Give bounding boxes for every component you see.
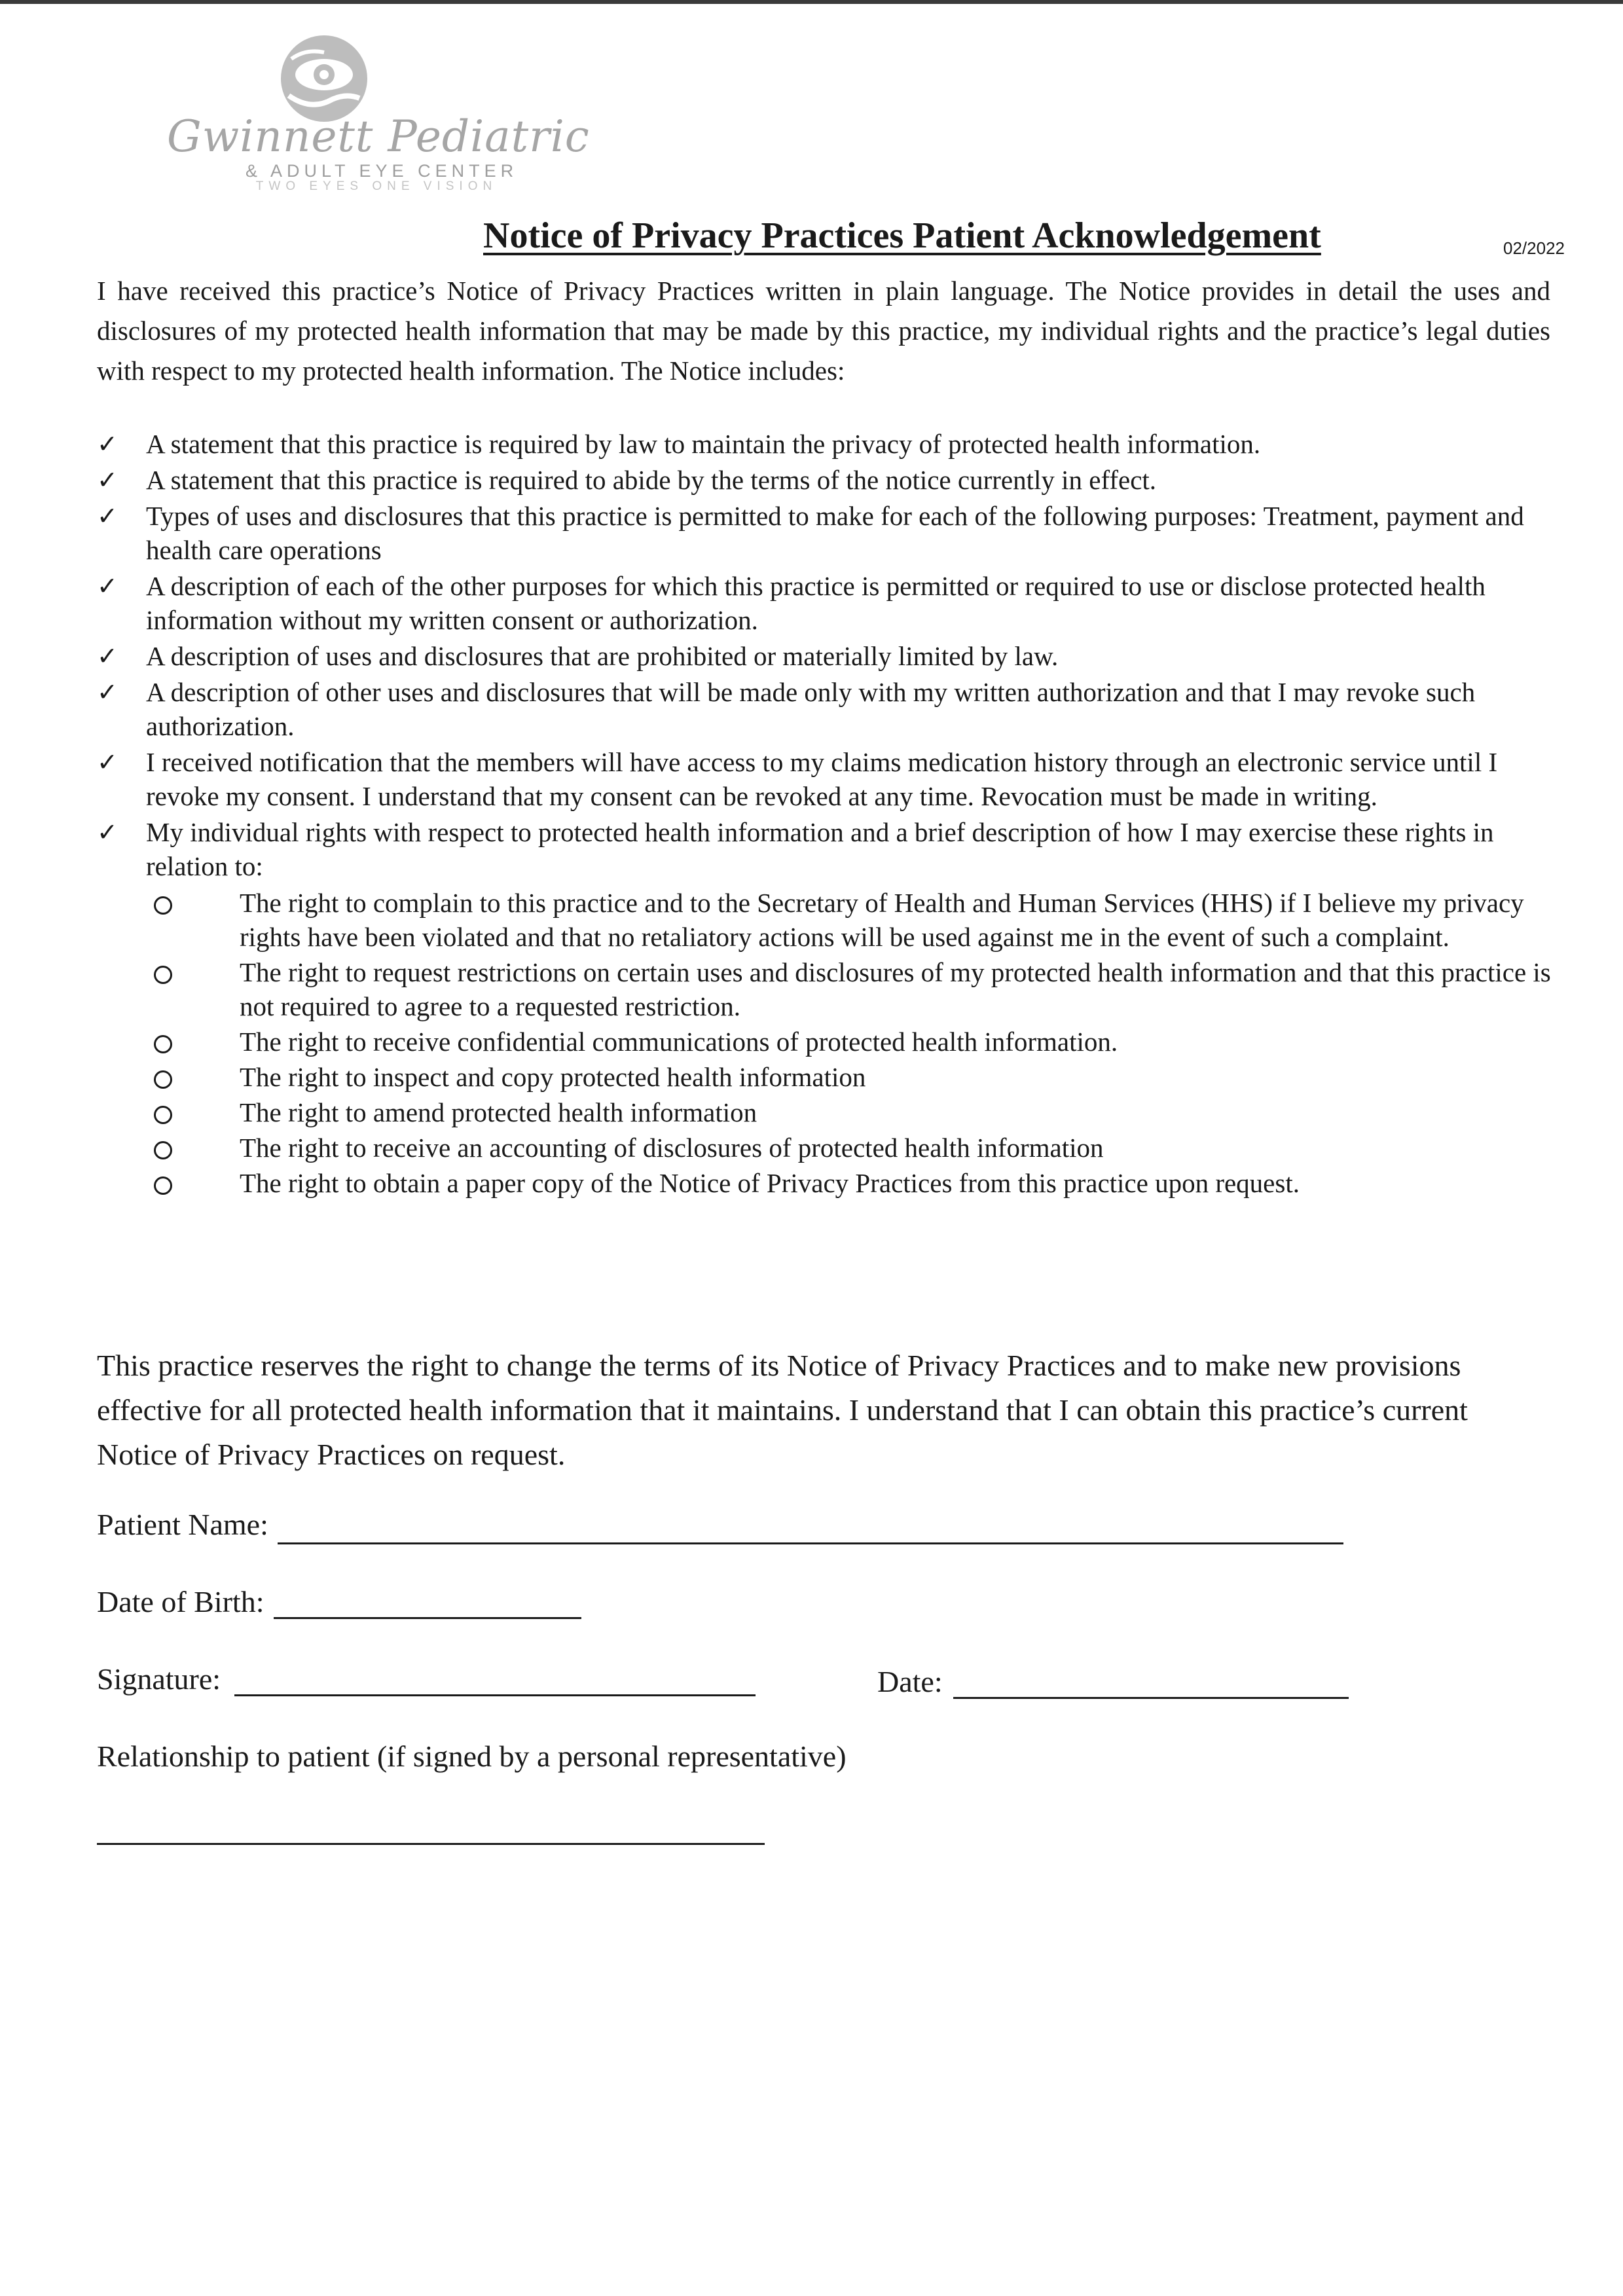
list-item	[97, 427, 1577, 461]
rights-item	[146, 1131, 1577, 1165]
rights-item-text: The right to complain to this practice and to the Secretary of Health and Human Services (HHS) if I believe my privacy rights have been violated and that no retaliatory actions will be used against me in the event of such a complaint.	[240, 888, 1524, 952]
rights-item-text: The right to inspect and copy protected health information	[240, 1062, 866, 1092]
rights-item	[146, 1095, 1577, 1129]
checkmark-icon: ✓	[97, 572, 118, 600]
rights-item-text: The right to request restrictions on certain uses and disclosures of my protected health information and that this practice is not required to agree to a requested restriction.	[240, 957, 1551, 1021]
dob-field[interactable]	[274, 1617, 581, 1619]
reservation-paragraph: This practice reserves the right to change the terms of its Notice of Privacy Practices and to make new provisions effective for all protected health information that it maintains. I understand that I can obtain this practice’s current Notice of Privacy Practices on request.	[97, 1349, 1468, 1471]
rights-item	[146, 886, 1577, 954]
checkmark-icon: ✓	[97, 465, 118, 494]
circle-bullet-icon	[154, 1176, 172, 1195]
rights-item	[146, 1025, 1577, 1059]
list-item-text: My individual rights with respect to protected health information and a brief description of how I may exercise these rights in relation to:	[146, 817, 1494, 881]
rights-item	[146, 1166, 1577, 1200]
list-item	[97, 745, 1577, 813]
list-item-text: A description of uses and disclosures that are prohibited or materially limited by law.	[146, 641, 1059, 671]
rights-list	[146, 886, 1577, 1200]
notice-contents-list	[97, 427, 1577, 1202]
checkmark-icon: ✓	[97, 429, 118, 458]
checkmark-icon: ✓	[97, 642, 118, 670]
circle-bullet-icon	[154, 966, 172, 984]
circle-bullet-icon	[154, 1035, 172, 1053]
list-item	[97, 675, 1577, 743]
intro-paragraph: I have received this practice’s Notice of Privacy Practices written in plain language. The Notice provides in detail the uses and disclosures of my protected health information that may be made by this practice, my individual rights and the practice’s legal duties with respect to my protected health information. The Notice includes:	[97, 276, 1550, 386]
rights-item-text: The right to amend protected health information	[240, 1097, 757, 1127]
relationship-field[interactable]	[97, 1843, 765, 1845]
signature-field[interactable]	[234, 1694, 756, 1696]
logo-practice-name: Gwinnett Pediatric	[167, 111, 590, 162]
circle-bullet-icon	[154, 1070, 172, 1089]
list-item-text: A description of each of the other purposes for which this practice is permitted or required to use or disclose protected health information without my written consent or authorization.	[146, 571, 1486, 635]
list-item-text: A statement that this practice is required to abide by the terms of the notice currently in effect.	[146, 465, 1157, 495]
rights-item	[146, 1060, 1577, 1094]
date-label: Date:	[877, 1665, 943, 1698]
list-item	[97, 499, 1577, 567]
eye-hands-logo-icon	[160, 33, 501, 124]
checkmark-icon: ✓	[97, 678, 118, 706]
circle-bullet-icon	[154, 1106, 172, 1124]
rights-item-text: The right to receive confidential communications of protected health information.	[240, 1027, 1118, 1057]
list-item-text: I received notification that the members will have access to my claims medication history through an electronic service until I revoke my consent. I understand that my consent can be revoked at any time. Revocation must be made in writing.	[146, 747, 1498, 811]
checkmark-icon: ✓	[97, 818, 118, 847]
patient-name-field[interactable]	[278, 1542, 1343, 1544]
list-item	[97, 463, 1577, 497]
signature-label: Signature:	[97, 1662, 221, 1696]
rights-item	[146, 955, 1577, 1023]
rights-item-text: The right to obtain a paper copy of the Notice of Privacy Practices from this practice upon request.	[240, 1168, 1300, 1198]
scan-top-edge	[0, 0, 1623, 4]
rights-item-text: The right to receive an accounting of disclosures of protected health information	[240, 1133, 1104, 1163]
logo-tagline: TWO EYES ONE VISION	[255, 179, 498, 193]
form-version: 02/2022	[1503, 238, 1565, 258]
list-item-text: Types of uses and disclosures that this practice is permitted to make for each of the following purposes: Treatment, payment and health care operations	[146, 501, 1524, 565]
list-item	[97, 815, 1577, 1200]
checkmark-icon: ✓	[97, 501, 118, 530]
list-item-text: A statement that this practice is required by law to maintain the privacy of protected health information.	[146, 429, 1261, 459]
list-item	[97, 639, 1577, 673]
list-item-text: A description of other uses and disclosures that will be made only with my written authorization and that I may revoke such authorization.	[146, 677, 1476, 741]
page-title: Notice of Privacy Practices Patient Acknowledgement	[483, 215, 1321, 256]
relationship-label: Relationship to patient (if signed by a personal representative)	[97, 1740, 847, 1773]
practice-logo	[160, 33, 590, 203]
dob-label: Date of Birth:	[97, 1585, 264, 1618]
logo-subtitle: & ADULT EYE CENTER	[246, 161, 519, 181]
circle-bullet-icon	[154, 896, 172, 915]
checkmark-icon: ✓	[97, 748, 118, 776]
patient-name-label: Patient Name:	[97, 1508, 268, 1541]
list-item	[97, 569, 1577, 637]
date-field[interactable]	[953, 1697, 1349, 1699]
circle-bullet-icon	[154, 1141, 172, 1159]
